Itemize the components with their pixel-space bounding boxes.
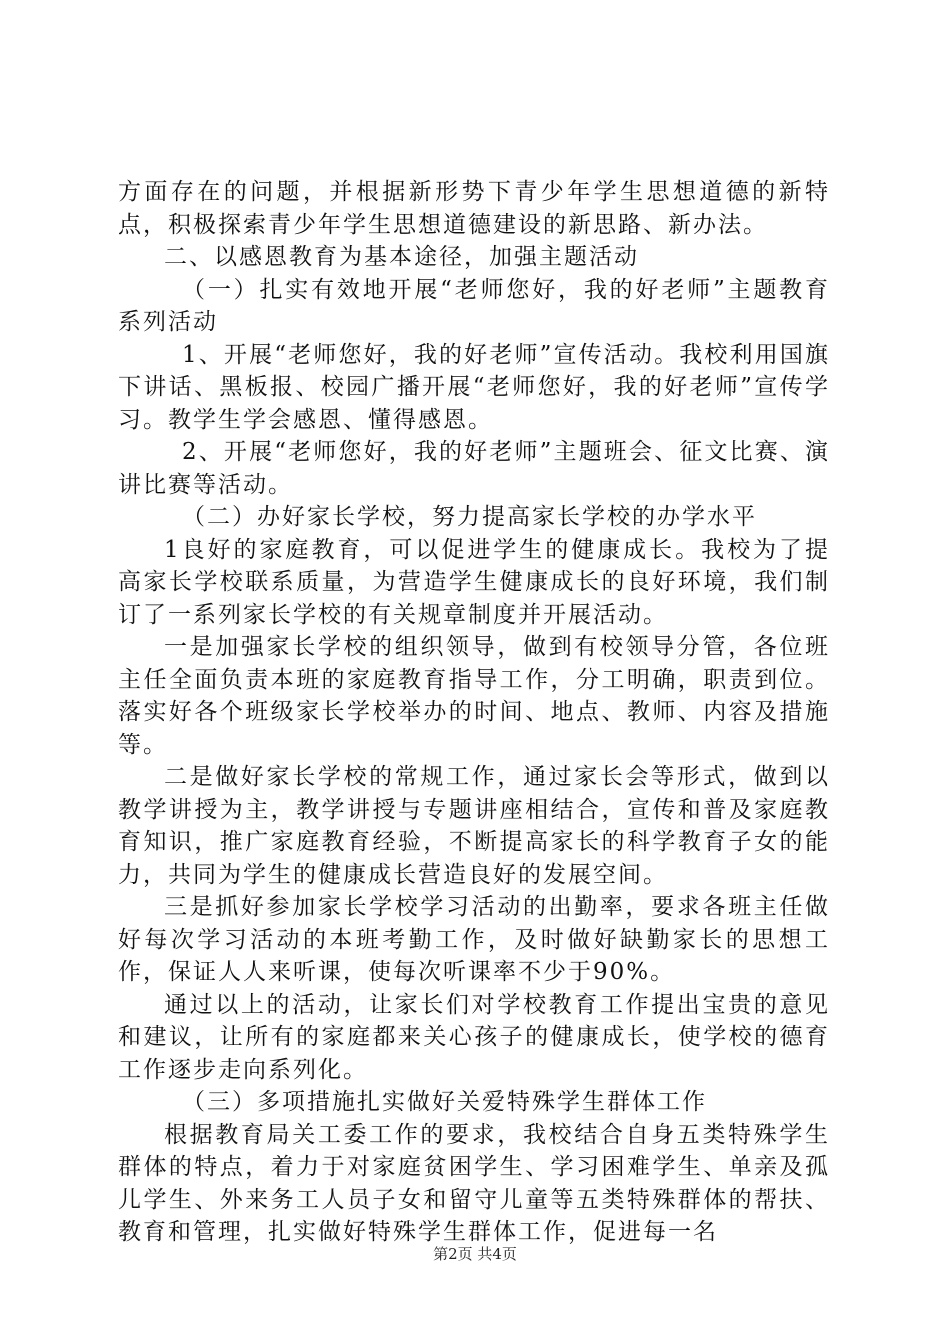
paragraph-point-two: 二是做好家长学校的常规工作，通过家长会等形式，做到以教学讲授为主，教学讲授与专题讲座相结合，宣传和普及家庭教育知识，推广家庭教育经验，不断提高家长的科学教育子女的能力，共同为学生的健康成长营造良好的发展空间。 bbox=[118, 764, 830, 888]
paragraph-continuation: 方面存在的问题，并根据新形势下青少年学生思想道德的新特点，积极探索青少年学生思想道德建设的新思路、新办法。 bbox=[118, 179, 830, 238]
paragraph-point-three: 三是抓好参加家长学校学习活动的出勤率，要求各班主任做好每次学习活动的本班考勤工作，及时做好缺勤家长的思想工作，保证人人来听课，使每次听课率不少于90%。 bbox=[118, 894, 830, 985]
subsection-heading-1: （一）扎实有效地开展“老师您好，我的好老师”主题教育系列活动 bbox=[118, 276, 830, 335]
list-item-1: 1、开展“老师您好，我的好老师”宣传活动。我校利用国旗下讲话、黑板报、校园广播开展“老师您好，我的好老师”宣传学习。教学生学会感恩、懂得感恩。 bbox=[118, 341, 830, 433]
section-heading-2: 二、以感恩教育为基本途径，加强主题活动 bbox=[164, 244, 639, 270]
paragraph-summary: 通过以上的活动，让家长们对学校教育工作提出宝贵的意见和建议，让所有的家庭都来关心孩子的健康成长，使学校的德育工作逐步走向系列化。 bbox=[118, 991, 830, 1083]
paragraph-special-groups: 根据教育局关工委工作的要求，我校结合自身五类特殊学生群体的特点，着力于对家庭贫困学生、学习困难学生、单亲及孤儿学生、外来务工人员子女和留守儿童等五类特殊群体的帮扶、教育和管理，扎实做好特殊学生群体工作，促进每一名 bbox=[118, 1121, 830, 1245]
paragraph-family-education: 1良好的家庭教育，可以促进学生的健康成长。我校为了提高家长学校联系质量，为营造学生健康成长的良好环境，我们制订了一系列家长学校的有关规章制度并开展活动。 bbox=[118, 536, 830, 628]
list-item-2: 2、开展“老师您好，我的好老师”主题班会、征文比赛、演讲比赛等活动。 bbox=[118, 439, 830, 498]
document-body bbox=[118, 176, 830, 1249]
subsection-heading-2: （二）办好家长学校，努力提高家长学校的办学水平 bbox=[182, 504, 757, 530]
page-footer: 第2页 共4页 bbox=[433, 1245, 517, 1263]
subsection-heading-3: （三）多项措施扎实做好关爱特殊学生群体工作 bbox=[182, 1089, 707, 1115]
paragraph-point-one: 一是加强家长学校的组织领导，做到有校领导分管，各位班主任全面负责本班的家庭教育指导工作，分工明确，职责到位。落实好各个班级家长学校举办的时间、地点、教师、内容及措施等。 bbox=[118, 634, 830, 758]
